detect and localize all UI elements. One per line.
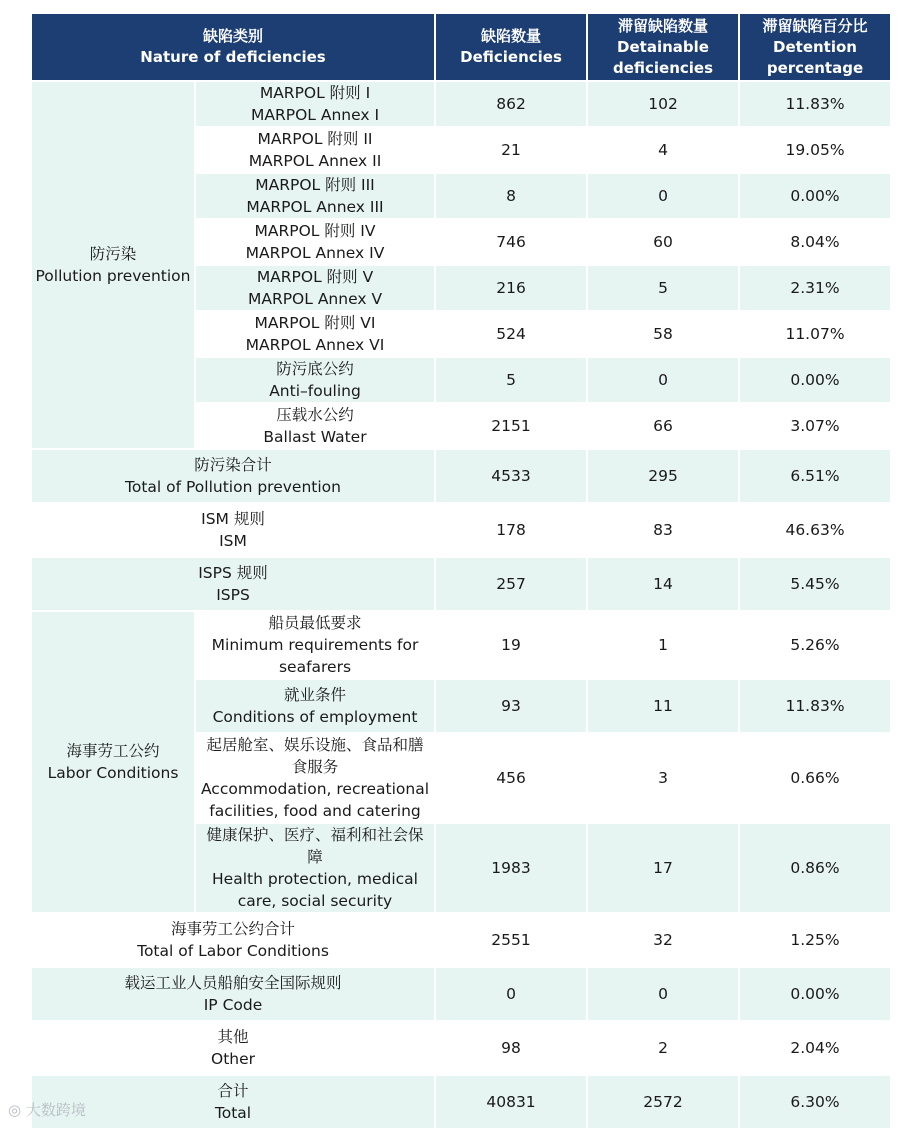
watermark xyxy=(8,1099,86,1120)
header-category xyxy=(32,14,434,80)
cell-detainable: 1 xyxy=(586,610,738,678)
cell-deficiencies: 2551 xyxy=(434,912,586,966)
row-label-zh: 健康保护、医疗、福利和社会保障 xyxy=(206,826,424,866)
cell-deficiencies: 216 xyxy=(434,264,586,310)
row-label-en: Total xyxy=(214,1104,252,1122)
cell-percentage: 5.45% xyxy=(738,556,890,610)
row-label xyxy=(194,218,434,264)
row-label-zh: 船员最低要求 xyxy=(268,614,362,632)
row-label-zh: 防污染合计 xyxy=(194,456,272,474)
header-deficiencies-en: Deficiencies xyxy=(460,48,562,66)
cell-detainable: 11 xyxy=(586,678,738,732)
cell-percentage: 11.83% xyxy=(738,678,890,732)
row-label-en: Conditions of employment xyxy=(212,708,418,726)
row-label-zh: ISM 规则 xyxy=(201,510,265,528)
row-label xyxy=(32,1020,434,1074)
cell-detainable: 14 xyxy=(586,556,738,610)
row-label-zh: ISPS 规则 xyxy=(198,564,268,582)
row-label-en: ISM xyxy=(219,532,247,550)
table-row-labor-total xyxy=(32,912,890,966)
cell-percentage: 2.31% xyxy=(738,264,890,310)
row-label-en: Total of Labor Conditions xyxy=(137,942,329,960)
category-pollution-zh: 防污染 xyxy=(89,245,137,263)
header-detainable xyxy=(586,14,738,80)
row-label xyxy=(194,402,434,448)
row-label xyxy=(32,912,434,966)
cell-percentage: 0.66% xyxy=(738,732,890,822)
cell-detainable: 83 xyxy=(586,502,738,556)
cell-detainable: 60 xyxy=(586,218,738,264)
row-label-zh: MARPOL 附则 V xyxy=(256,268,374,286)
cell-percentage: 0.86% xyxy=(738,822,890,912)
cell-percentage: 5.26% xyxy=(738,610,890,678)
cell-deficiencies: 4533 xyxy=(434,448,586,502)
cell-detainable: 2 xyxy=(586,1020,738,1074)
category-pollution xyxy=(32,80,194,448)
header-detainable-en: Detainable deficiencies xyxy=(612,37,714,77)
row-label-en: Total of Pollution prevention xyxy=(125,478,341,496)
row-label xyxy=(194,610,434,678)
category-pollution-en: Pollution prevention xyxy=(35,267,191,285)
cell-detainable: 102 xyxy=(586,80,738,126)
table-row-marpol-1 xyxy=(32,80,890,126)
cell-percentage: 3.07% xyxy=(738,402,890,448)
cell-deficiencies: 98 xyxy=(434,1020,586,1074)
category-labor-en: Labor Conditions xyxy=(47,764,179,782)
cell-percentage: 19.05% xyxy=(738,126,890,172)
row-label-zh: MARPOL 附则 II xyxy=(257,130,373,148)
category-labor-zh: 海事劳工公约 xyxy=(66,742,160,760)
cell-deficiencies: 93 xyxy=(434,678,586,732)
table-row-ip-code xyxy=(32,966,890,1020)
row-label xyxy=(194,172,434,218)
row-label xyxy=(194,310,434,356)
cell-detainable: 4 xyxy=(586,126,738,172)
row-label-en: MARPOL Annex IV xyxy=(245,244,385,262)
cell-detainable: 58 xyxy=(586,310,738,356)
cell-percentage: 11.07% xyxy=(738,310,890,356)
row-label-zh: 就业条件 xyxy=(284,686,347,704)
header-percentage-en: Detention percentage xyxy=(766,37,864,77)
header-category-en: Nature of deficiencies xyxy=(140,48,326,66)
cell-detainable: 0 xyxy=(586,172,738,218)
row-label-zh: 其他 xyxy=(217,1028,249,1046)
row-label-zh: 载运工业人员船舶安全国际规则 xyxy=(124,974,342,992)
cell-deficiencies: 746 xyxy=(434,218,586,264)
cell-percentage: 8.04% xyxy=(738,218,890,264)
row-label-en: IP Code xyxy=(203,996,263,1014)
row-label-en: MARPOL Annex V xyxy=(247,290,383,308)
header-row xyxy=(32,14,890,80)
deficiency-table xyxy=(32,14,890,1128)
cell-deficiencies: 19 xyxy=(434,610,586,678)
cell-detainable: 5 xyxy=(586,264,738,310)
row-label-zh: 起居舱室、娱乐设施、食品和膳食服务 xyxy=(206,736,424,776)
cell-deficiencies: 456 xyxy=(434,732,586,822)
row-label-zh: MARPOL 附则 IV xyxy=(254,222,376,240)
row-label-en: Health protection, medical care, social security xyxy=(212,870,418,910)
row-label-zh: MARPOL 附则 VI xyxy=(254,314,376,332)
header-deficiencies-zh: 缺陷数量 xyxy=(481,27,542,45)
cell-percentage: 46.63% xyxy=(738,502,890,556)
row-label-en: MARPOL Annex I xyxy=(250,106,380,124)
cell-percentage: 6.51% xyxy=(738,448,890,502)
cell-percentage: 0.00% xyxy=(738,172,890,218)
row-label-en: MARPOL Annex III xyxy=(246,198,384,216)
row-label xyxy=(194,678,434,732)
row-label-en: Anti–fouling xyxy=(269,382,361,400)
cell-percentage: 1.25% xyxy=(738,912,890,966)
row-label-en: ISPS xyxy=(216,586,250,604)
row-label xyxy=(194,80,434,126)
cell-detainable: 295 xyxy=(586,448,738,502)
row-label xyxy=(32,1074,434,1128)
row-label xyxy=(32,502,434,556)
cell-percentage: 6.30% xyxy=(738,1074,890,1128)
cell-deficiencies: 40831 xyxy=(434,1074,586,1128)
watermark-text: 大数跨境 xyxy=(25,1101,86,1119)
cell-deficiencies: 2151 xyxy=(434,402,586,448)
cell-detainable: 0 xyxy=(586,966,738,1020)
cell-percentage: 0.00% xyxy=(738,356,890,402)
row-label-en: MARPOL Annex II xyxy=(248,152,382,170)
row-label-zh: 防污底公约 xyxy=(276,360,354,378)
table-row-isps xyxy=(32,556,890,610)
cell-detainable: 32 xyxy=(586,912,738,966)
header-deficiencies xyxy=(434,14,586,80)
cell-deficiencies: 5 xyxy=(434,356,586,402)
row-label-en: Ballast Water xyxy=(263,428,367,446)
row-label-en: Other xyxy=(211,1050,256,1068)
row-label xyxy=(194,126,434,172)
header-detainable-zh: 滞留缺陷数量 xyxy=(618,16,709,35)
cell-deficiencies: 178 xyxy=(434,502,586,556)
row-label-en: MARPOL Annex VI xyxy=(245,336,385,354)
table-row-min-requirements xyxy=(32,610,890,678)
table-row-grand-total xyxy=(32,1074,890,1128)
cell-detainable: 2572 xyxy=(586,1074,738,1128)
row-label-zh: 压载水公约 xyxy=(276,406,354,424)
cell-detainable: 17 xyxy=(586,822,738,912)
row-label xyxy=(32,556,434,610)
header-percentage xyxy=(738,14,890,80)
cell-detainable: 66 xyxy=(586,402,738,448)
cell-deficiencies: 21 xyxy=(434,126,586,172)
row-label-zh: MARPOL 附则 III xyxy=(255,176,375,194)
cell-deficiencies: 862 xyxy=(434,80,586,126)
row-label-zh: MARPOL 附则 I xyxy=(259,84,371,102)
row-label xyxy=(194,732,434,822)
row-label-zh: 合计 xyxy=(217,1082,249,1100)
header-percentage-zh: 滞留缺陷百分比 xyxy=(762,16,868,35)
cell-percentage: 11.83% xyxy=(738,80,890,126)
cell-detainable: 3 xyxy=(586,732,738,822)
table-row-other xyxy=(32,1020,890,1074)
row-label-zh: 海事劳工公约合计 xyxy=(171,920,296,938)
category-labor xyxy=(32,610,194,912)
cell-deficiencies: 0 xyxy=(434,966,586,1020)
cell-deficiencies: 524 xyxy=(434,310,586,356)
cell-detainable: 0 xyxy=(586,356,738,402)
table-row-ism xyxy=(32,502,890,556)
cell-percentage: 0.00% xyxy=(738,966,890,1020)
cell-percentage: 2.04% xyxy=(738,1020,890,1074)
watermark-logo-icon: ◎ xyxy=(8,1101,22,1119)
cell-deficiencies: 257 xyxy=(434,556,586,610)
header-category-zh: 缺陷类别 xyxy=(203,27,264,45)
row-label xyxy=(32,966,434,1020)
row-label xyxy=(194,356,434,402)
row-label xyxy=(194,822,434,912)
cell-deficiencies: 1983 xyxy=(434,822,586,912)
row-label-en: Minimum requirements for seafarers xyxy=(211,636,419,676)
row-label-en: Accommodation, recreational facilities, food and catering xyxy=(200,780,430,820)
row-label xyxy=(32,448,434,502)
cell-deficiencies: 8 xyxy=(434,172,586,218)
table-row-pollution-total xyxy=(32,448,890,502)
row-label xyxy=(194,264,434,310)
